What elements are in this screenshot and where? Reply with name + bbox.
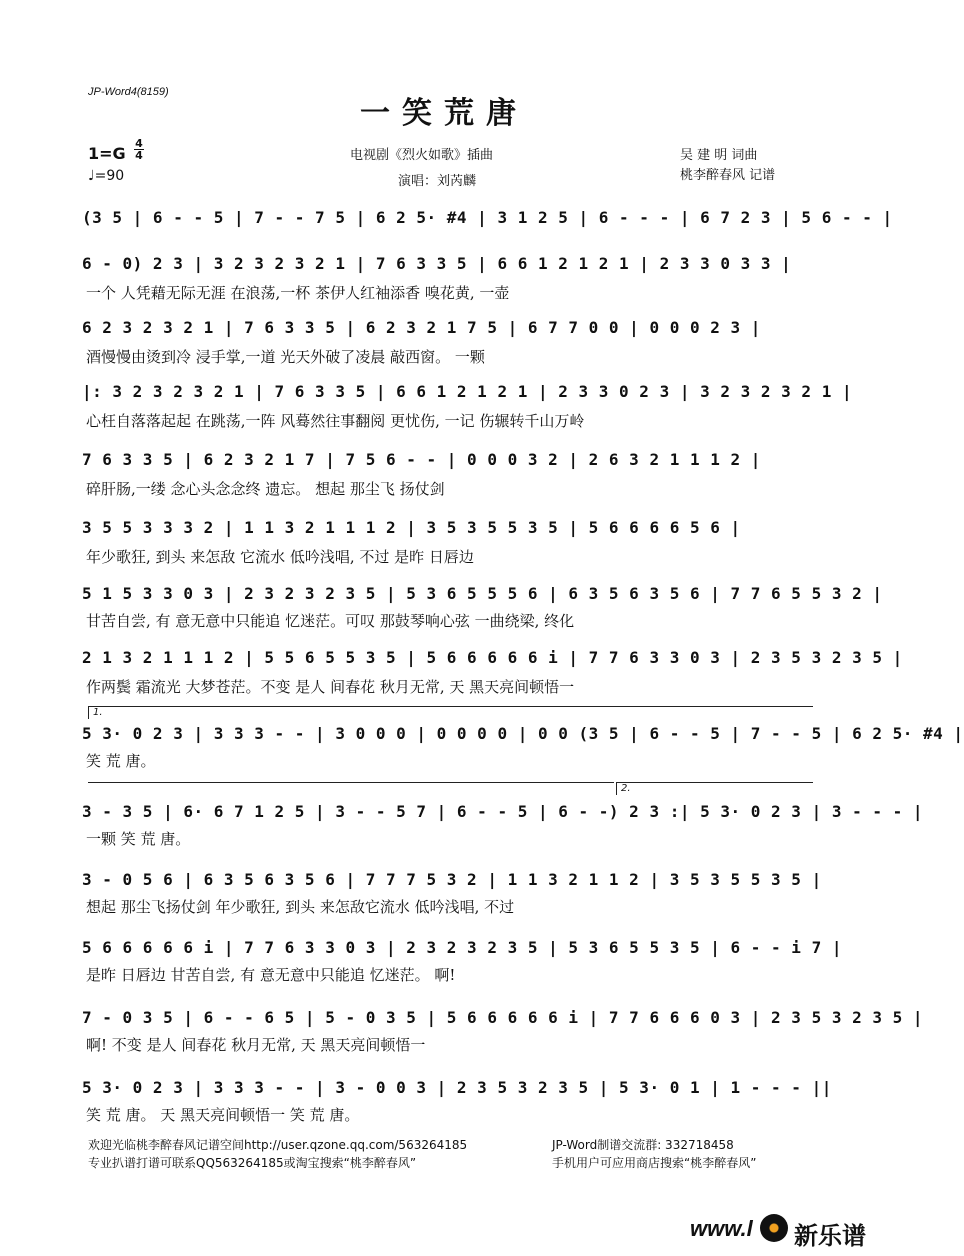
notation-row-5: 7 6 3 3 5 | 6 2 3 2 1 7 | 7 5 6 - - | 0 0 0 3 2 | 2 6 3 2 1 1 1 2 | — [82, 450, 761, 469]
watermark-url: www.l — [690, 1216, 753, 1241]
lyric-row-4: 心枉自落落起起 在跳荡,一阵 风蓦然往事翻阅 更忧伤, 一记 伤辗转千山万岭 — [86, 412, 585, 430]
lyric-row-3: 酒慢慢由烫到冷 浸手掌,一道 光天外破了凌晨 敲西窗。 一颗 — [86, 348, 485, 366]
volta-bracket-2: 2. — [616, 782, 813, 795]
tempo-marking: ♩=90 — [88, 168, 125, 184]
notation-row-12: 5 6 6 6 6 6 i | 7 7 6 3 3 0 3 | 2 3 2 3 2 3 5 | 5 3 6 5 5 3 5 | 6 - - i 7 | — [82, 938, 842, 957]
watermark-site-name: 新乐谱 — [794, 1222, 866, 1250]
notation-row-14: 5 3· 0 2 3 | 3 3 3 - - | 3 - 0 0 3 | 2 3 5 3 2 3 5 | 5 3· 0 1 | 1 - - - || — [82, 1078, 832, 1097]
time-signature-bottom: 4 — [135, 149, 143, 162]
lyric-row-8: 作两鬓 霜流光 大梦苍茫。不变 是人 间春花 秋月无常, 天 黑天亮间顿悟一 — [86, 678, 575, 696]
singer-credit: 演唱：刘芮麟 — [398, 174, 477, 189]
key-signature: 1=G — [88, 144, 126, 163]
lyric-row-6: 年少歌狂, 到头 来怎敌 它流水 低吟浅唱, 不过 是昨 日唇边 — [86, 548, 474, 566]
notation-row-7: 5 1 5 3 3 0 3 | 2 3 2 3 2 3 5 | 5 3 6 5 5 5 6 | 6 3 5 6 3 5 6 | 7 7 6 5 5 3 2 | — [82, 584, 883, 603]
notation-row-8: 2 1 3 2 1 1 1 2 | 5 5 6 5 5 3 5 | 5 6 6 6 6 6 i | 7 7 6 3 3 0 3 | 2 3 5 3 2 3 5 | — [82, 648, 903, 667]
lyric-row-9: 笑 荒 唐。 — [86, 752, 156, 770]
lyric-row-7: 甘苦自尝, 有 意无意中只能追 忆迷茫。可叹 那鼓琴响心弦 一曲绕梁, 终化 — [86, 612, 575, 630]
record-disc-icon — [760, 1214, 788, 1242]
software-label: JP-Word4(8159) — [88, 86, 169, 98]
time-signature-top: 4 — [135, 137, 143, 150]
time-signature — [134, 138, 144, 161]
footer-app-search: 手机用户可应用商店搜索“桃李醉春风” — [552, 1156, 757, 1170]
transcriber-credit: 桃李醉春风 记谱 — [680, 168, 776, 183]
page-title: 一笑荒唐 — [360, 96, 528, 131]
footer-group: JP-Word制谱交流群: 332718458 — [552, 1138, 734, 1152]
notation-row-6: 3 5 5 3 3 3 2 | 1 1 3 2 1 1 1 2 | 3 5 3 5 5 3 5 | 5 6 6 6 6 5 6 | — [82, 518, 741, 537]
volta-bracket-1: 1. — [88, 706, 813, 719]
notation-row-3: 6 2 3 2 3 2 1 | 7 6 3 3 5 | 6 2 3 2 1 7 5 | 6 7 7 0 0 | 0 0 0 2 3 | — [82, 318, 761, 337]
lyricist-composer-credit: 吴 建 明 词曲 — [680, 148, 758, 163]
lyric-row-14: 笑 荒 唐。 天 黑天亮间顿悟一 笑 荒 唐。 — [86, 1106, 360, 1124]
footer-contact: 专业扒谱打谱可联系QQ563264185或淘宝搜索“桃李醉春风” — [88, 1156, 417, 1170]
notation-row-2: 6 - 0) 2 3 | 3 2 3 2 3 2 1 | 7 6 3 3 5 | 6 6 1 2 1 2 1 | 2 3 3 0 3 3 | — [82, 254, 792, 273]
notation-row-9: 5 3· 0 2 3 | 3 3 3 - - | 3 0 0 0 | 0 0 0 0 | 0 0 (3 5 | 6 - - 5 | 7 - - 5 | 6 2 5· #4 | — [82, 724, 964, 743]
lyric-row-10: 一颗 笑 荒 唐。 — [86, 830, 191, 848]
subtitle: 电视剧《烈火如歌》插曲 — [350, 148, 494, 163]
notation-row-4: |: 3 2 3 2 3 2 1 | 7 6 3 3 5 | 6 6 1 2 1 2 1 | 2 3 3 0 2 3 | 3 2 3 2 3 2 1 | — [82, 382, 853, 401]
lyric-row-13: 啊! 不变 是人 间春花 秋月无常, 天 黑天亮间顿悟一 — [86, 1036, 426, 1054]
footer-website: 欢迎光临桃李醉春风记谱空间http://user.qzone.qq.com/563264185 — [88, 1138, 468, 1152]
notation-row-1: (3 5 | 6 - - 5 | 7 - - 7 5 | 6 2 5· #4 | 3 1 2 5 | 6 - - - | 6 7 2 3 | 5 6 - - | — [82, 208, 893, 227]
volta-1-extension-line — [88, 782, 614, 783]
lyric-row-11: 想起 那尘飞扬仗剑 年少歌狂, 到头 来怎敌它流水 低吟浅唱, 不过 — [86, 898, 515, 916]
notation-row-11: 3 - 0 5 6 | 6 3 5 6 3 5 6 | 7 7 7 5 3 2 | 1 1 3 2 1 1 2 | 3 5 3 5 5 3 5 | — [82, 870, 822, 889]
notation-row-13: 7 - 0 3 5 | 6 - - 6 5 | 5 - 0 3 5 | 5 6 6 6 6 6 i | 7 7 6 6 6 0 3 | 2 3 5 3 2 3 5 | — [82, 1008, 924, 1027]
lyric-row-12: 是昨 日唇边 甘苦自尝, 有 意无意中只能追 忆迷茫。 啊! — [86, 966, 456, 984]
notation-row-10: 3 - 3 5 | 6· 6 7 1 2 5 | 3 - - 5 7 | 6 - - 5 | 6 - -) 2 3 :| 5 3· 0 2 3 | 3 - - - | — [82, 802, 924, 821]
lyric-row-2: 一个 人凭藉无际无涯 在浪荡,一杯 茶伊人红袖添香 嗅花黄, 一壶 — [86, 284, 510, 302]
lyric-row-5: 碎肝肠,一缕 念心头念念终 遗忘。 想起 那尘飞 扬仗剑 — [86, 480, 445, 498]
